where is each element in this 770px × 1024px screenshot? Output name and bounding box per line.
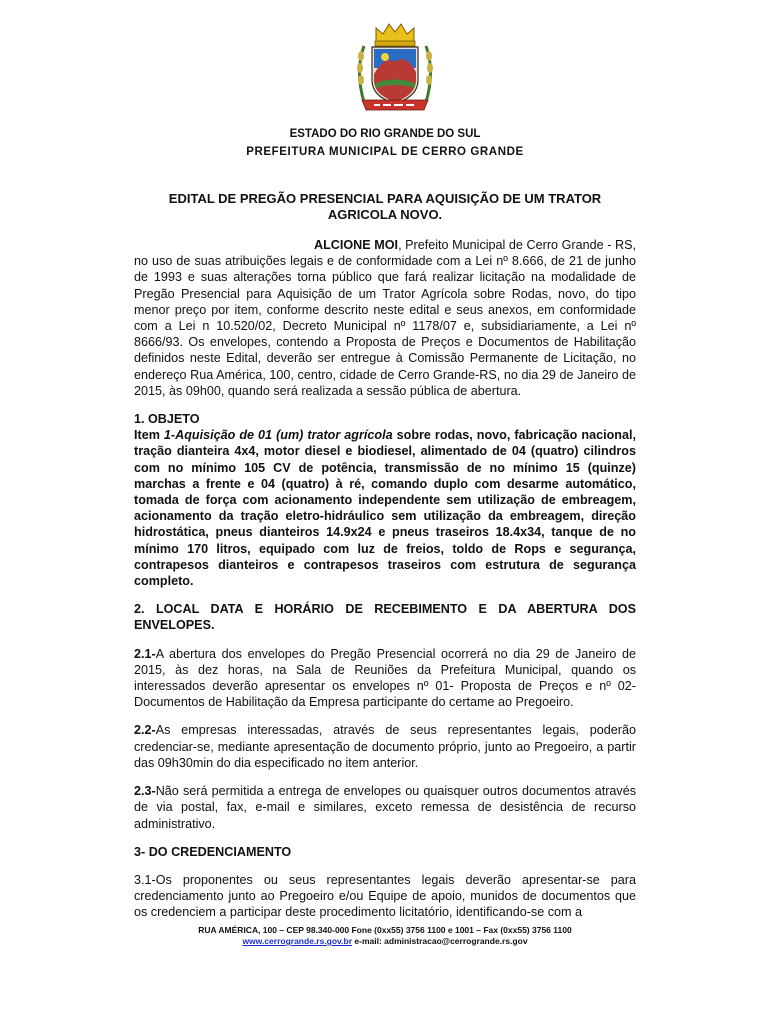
item-description: sobre rodas, novo, fabricação nacional, tração dianteira 4x4, motor diesel e biodiesel, alimentado de 04 (quatro) cilindros com no mínimo 105 CV de potência, transmissão de no mínimo 15 (quinze) marchas a frente e 04 (quatro) à ré, comando duplo com desarme automático, tomada de força com acionamento independente sem utilização de embreagem, acionamento da tração eletro-hidráulico sem utilização da embreagem, direção hidrostática, pneus dianteiros 14.9x24 e pneus traseiros 18.4x34, tanque de no mínimo 170 litros, equipado com luz de freios, toldo de Rops e segurança, contrapesos dianteiros e contrapesos traseiros com estrutura de segurança completo. bbox=[134, 428, 636, 589]
page-footer bbox=[134, 925, 636, 947]
paragraph-2-2-number: 2.2- bbox=[134, 723, 156, 738]
section-1-heading: 1. OBJETO bbox=[134, 412, 200, 427]
paragraph-2-2-text: As empresas interessadas, através de seus representantes legais, poderão credenciar-se, mediante apresentação de documento próprio, junto ao Pregoeiro, a partir das 09h30min do dia especificado no item anterior. bbox=[134, 723, 636, 770]
shield-sun bbox=[381, 53, 389, 61]
website-link[interactable]: www.cerrogrande.rs.gov.br bbox=[242, 936, 353, 946]
paragraph-2-2 bbox=[134, 722, 636, 771]
section-objeto bbox=[134, 411, 636, 589]
crown-base bbox=[375, 41, 415, 46]
section-2-heading: 2. LOCAL DATA E HORÁRIO DE RECEBIMENTO E DA ABERTURA DOS ENVELOPES. bbox=[134, 602, 636, 633]
state-name: ESTADO DO RIO GRANDE DO SUL bbox=[289, 128, 481, 140]
item-title: 1-Aquisição de 01 (um) trator agrícola bbox=[163, 428, 393, 443]
municipal-coat-of-arms-image bbox=[352, 22, 438, 112]
paragraph-3-1: 3.1-Os proponentes ou seus representantes legais deverão apresentar-se para credenciamento junto ao Pregoeiro e/ou Equipe de apoio, munidos de documentos que os credenciem a participar deste procedimento licitatório, identificando-se com a bbox=[134, 872, 636, 920]
ribbon-lettering bbox=[374, 104, 414, 106]
intro-text: , Prefeito Municipal de Cerro Grande - RS, no uso de suas atribuições legais e de conformidade com a Lei nº 8.666, de 21 de junho de 1993 e suas alterações torna público que fará realizar licitação na modalidade de Pregão Presencial para Aquisição de um Trator Agrícola sobre Rodas, novo, do tipo menor preço por item, conforme descrito neste edital e seus anexos, em conformidade com a Lei n 10.520/02, Decreto Municipal nº 1178/07 e, subsidiariamente, a Lei nº 8666/93. Os envelopes, contendo a Proposta de Preços e Documentos de Habilitação definidos neste Edital, deverão ser entregue à Comissão Permanente de Licitação, no endereço Rua América, 100, centro, cidade de Cerro Grande-RS, no dia 29 de Janeiro de 2015, às 09h00, quando será realizada a sessão pública de abertura. bbox=[134, 238, 636, 398]
crown-shape bbox=[376, 24, 414, 42]
paragraph-2-1-number: 2.1- bbox=[134, 646, 156, 661]
paragraph-2-3-number: 2.3- bbox=[134, 784, 156, 799]
intro-paragraph bbox=[134, 237, 636, 399]
document-title: EDITAL DE PREGÃO PRESENCIAL PARA AQUISIÇÃO DE UM TRATOR AGRICOLA NOVO. bbox=[168, 191, 602, 222]
paragraph-2-3 bbox=[134, 783, 636, 832]
section-3-heading: 3- DO CREDENCIAMENTO bbox=[134, 844, 292, 859]
paragraph-2-1 bbox=[134, 646, 636, 711]
footer-contact bbox=[134, 936, 636, 947]
item-prefix: Item bbox=[134, 428, 164, 443]
paragraph-2-1-text: A abertura dos envelopes do Pregão Presencial ocorrerá no dia 29 de Janeiro de 2015, às dez horas, na Sala de Reuniões da Prefeitura Municipal, quando os interessados deverão apresentar os envelopes nº 01- Proposta de Preços e nº 02- Documentos de Habilitação da Empresa participante do certame ao Pregoeiro. bbox=[134, 646, 636, 710]
document-body bbox=[134, 237, 636, 933]
paragraph-2-3-text: Não será permitida a entrega de envelopes ou quaisquer outros documentos através de via postal, fax, e-mail e similares, exceto remessa de desistência de recurso administrativo. bbox=[134, 784, 636, 831]
municipality-name: PREFEITURA MUNICIPAL DE CERRO GRANDE bbox=[246, 146, 524, 158]
footer-address: RUA AMÉRICA, 100 – CEP 98.340-000 Fone (0xx55) 3756 1100 e 1001 – Fax (0xx55) 3756 1100 bbox=[198, 925, 572, 935]
mayor-name: ALCIONE MOI bbox=[314, 238, 399, 252]
footer-email: e-mail: administracao@cerrogrande.rs.gov bbox=[352, 936, 528, 946]
